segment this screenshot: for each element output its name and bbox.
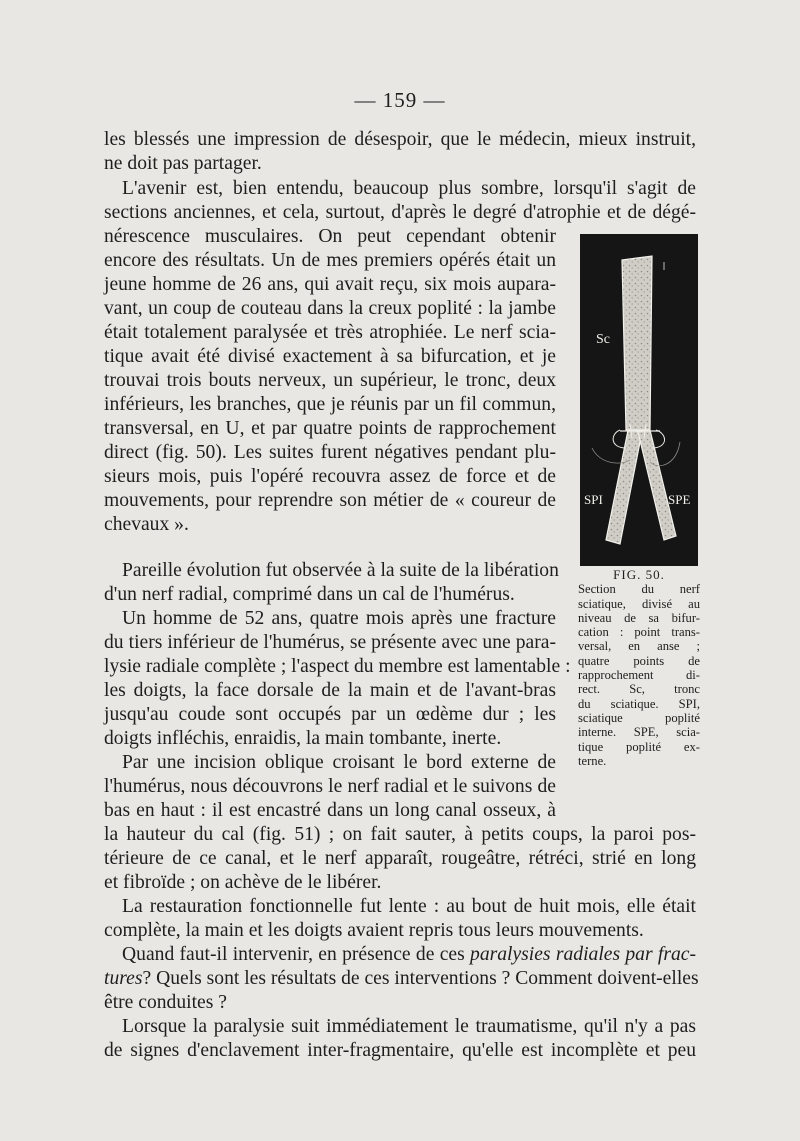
caption-line: interne. SPE, scia- xyxy=(578,725,700,740)
text-line: était totalement paralysée et très atrophiée. Le nerf scia- xyxy=(104,322,556,343)
caption-line: quatre points de xyxy=(578,653,700,668)
figure-caption xyxy=(578,568,700,768)
text-line: ne doit pas partager. xyxy=(104,153,262,174)
text-line: les doigts, la face dorsale de la main et de l'avant-bras xyxy=(104,680,556,701)
figure-label-spe: SPE xyxy=(668,492,691,507)
text-line: bas en haut : il est encastré dans un long canal osseux, à xyxy=(104,800,556,821)
text-line: vant, un coup de couteau dans la creux poplité : la jambe xyxy=(104,298,556,319)
caption-line: rapprochement di- xyxy=(578,668,700,683)
text-line: lysie radiale complète ; l'aspect du membre est lamentable : xyxy=(104,656,571,677)
text-line: sieurs mois, puis l'opéré recouvra assez de force et de xyxy=(104,466,556,487)
text-line: tures? Quels sont les résultats de ces interventions ? Comment doivent-elles xyxy=(104,968,699,989)
figure-label-sc: Sc xyxy=(596,332,610,347)
caption-line: sciatique, divisé au xyxy=(578,596,700,611)
text-line: térieure de ce canal, et le nerf apparaît, rougeâtre, rétréci, strié en long xyxy=(104,848,696,869)
caption-line: versal, en anse ; xyxy=(578,639,700,654)
nerve-trunk xyxy=(622,256,652,430)
figure-label-spi: SPI xyxy=(584,492,603,507)
italic-phrase: paralysies radiales par frac- xyxy=(470,944,696,965)
caption-line: tique poplité ex- xyxy=(578,739,700,754)
text-line: chevaux ». xyxy=(104,514,189,535)
caption-line: cation : point trans- xyxy=(578,625,700,640)
caption-line: sciatique poplité xyxy=(578,710,700,725)
text-line: doigts infléchis, enraidis, la main tombante, inerte. xyxy=(104,728,502,749)
text-line: transversal, en U, et par quatre points de rapprochement xyxy=(104,418,556,439)
text-line: Un homme de 52 ans, quatre mois après une fracture xyxy=(122,608,556,629)
text-line: être conduites ? xyxy=(104,992,227,1013)
text-line: direct (fig. 50). Les suites furent négatives pendant plu- xyxy=(104,442,556,463)
page-number: — 159 — xyxy=(354,88,446,112)
text-line: L'avenir est, bien entendu, beaucoup plus sombre, lorsqu'il s'agit de xyxy=(122,178,696,199)
text-line: du tiers inférieur de l'humérus, se présente avec une para- xyxy=(104,632,556,653)
caption-line: du sciatique. SPI, xyxy=(578,696,700,711)
text-line: jusqu'au coude sont occupés par un œdème dur ; les xyxy=(104,704,556,725)
caption-line: terne. xyxy=(578,753,607,768)
text-line: l'humérus, nous découvrons le nerf radial et le suivons de xyxy=(104,776,556,797)
text-line: complète, la main et les doigts avaient repris tous leurs mouvements. xyxy=(104,920,644,941)
text-line: tique avait été divisé exactement à sa bifurcation, et je xyxy=(104,346,556,367)
text-line: Pareille évolution fut observée à la suite de la libération xyxy=(122,560,559,581)
caption-line: niveau de sa bifur- xyxy=(578,610,700,625)
text-line: de signes d'enclavement inter-fragmentaire, qu'elle est incomplète et peu xyxy=(104,1040,696,1061)
caption-title: FIG. 50. xyxy=(613,567,665,582)
caption-line: Section du nerf xyxy=(578,582,700,597)
text-line: sections anciennes, et cela, surtout, d'après le degré d'atrophie et de dégé- xyxy=(104,202,696,223)
text-line: encore des résultats. Un de mes premiers opérés était un xyxy=(104,250,556,271)
text-line: d'un nerf radial, comprimé dans un cal de l'humérus. xyxy=(104,584,515,605)
text-line: les blessés une impression de désespoir, que le médecin, mieux instruit, xyxy=(104,129,696,150)
text-line: Par une incision oblique croisant le bord externe de xyxy=(122,752,556,773)
text-line: inférieurs, les branches, que je réunis par un fil commun, xyxy=(104,394,556,415)
text-line: mouvements, pour reprendre son métier de « coureur de xyxy=(104,490,556,511)
text-line: et fibroïde ; on achève de le libérer. xyxy=(104,872,382,893)
text-line: trouvai trois bouts nerveux, un supérieur, le tronc, deux xyxy=(104,370,556,391)
caption-line: rect. Sc, tronc xyxy=(578,682,700,697)
italic-phrase: tures xyxy=(104,968,143,989)
figure-50-image xyxy=(580,234,698,566)
text-line: Lorsque la paralysie suit immédiatement le traumatisme, qu'il n'y a pas xyxy=(122,1016,696,1037)
text-line: nérescence musculaires. On peut cependant obtenir xyxy=(104,226,556,247)
text-line: La restauration fonctionnelle fut lente : au bout de huit mois, elle était xyxy=(122,896,696,917)
nerve-illustration xyxy=(580,234,698,566)
text-line: jeune homme de 26 ans, qui avait reçu, six mois aupara- xyxy=(104,274,556,295)
text-line: Quand faut-il intervenir, en présence de ces paralysies radiales par frac- xyxy=(122,944,696,965)
text-line: la hauteur du cal (fig. 51) ; on fait sauter, à petits coups, la paroi pos- xyxy=(104,824,696,845)
